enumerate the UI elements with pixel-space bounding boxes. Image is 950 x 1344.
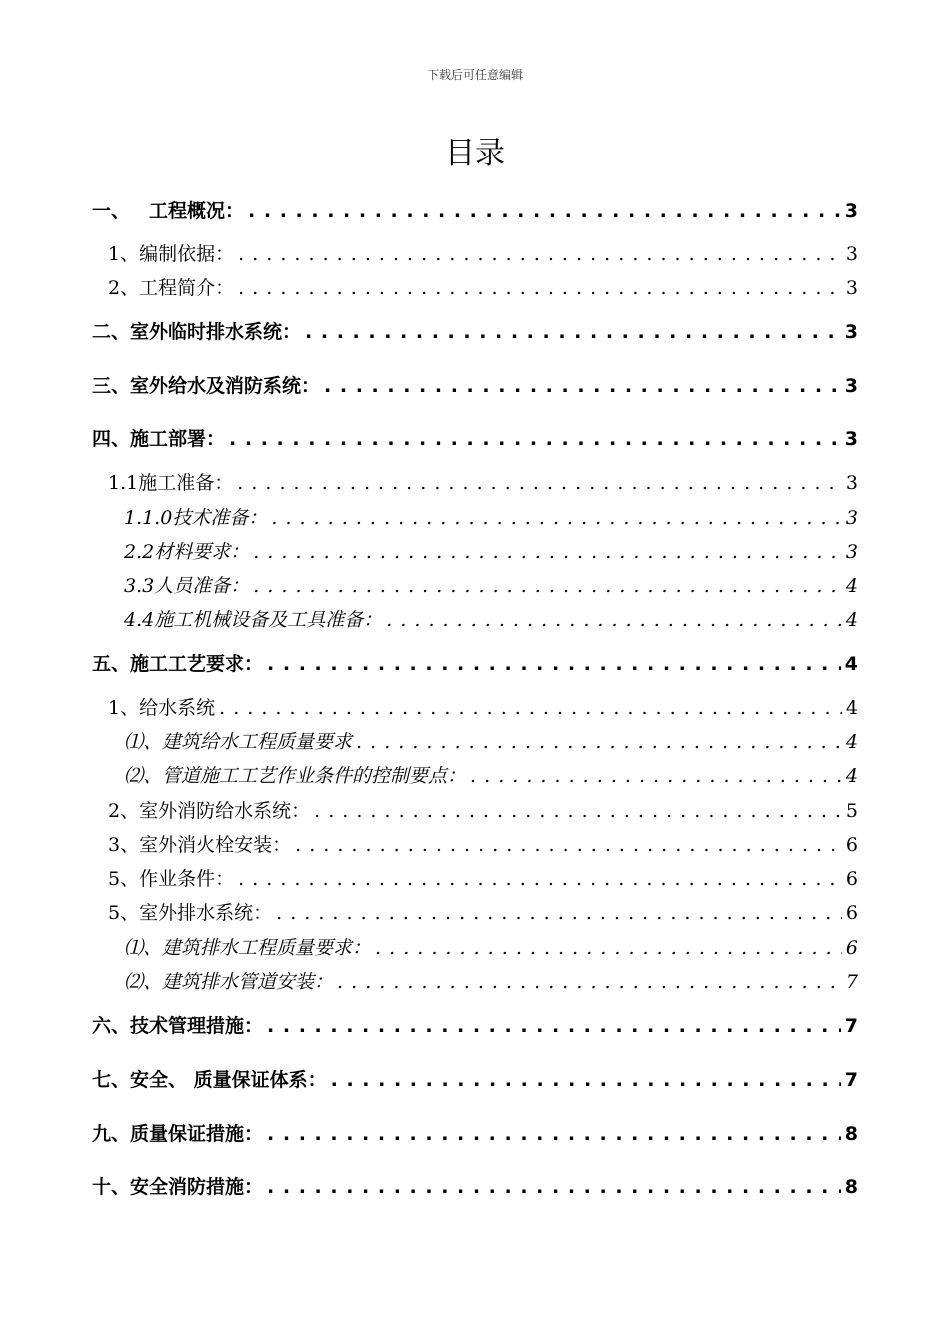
toc-dot-leader <box>219 697 842 719</box>
toc-entry[interactable] <box>0 693 858 720</box>
toc-entry-number: 四、 <box>92 428 131 450</box>
toc-entry-label: 作业条件： <box>139 868 235 890</box>
toc-entry-label: 建筑排水管道安装： <box>162 971 334 993</box>
toc-entry[interactable] <box>0 371 858 398</box>
toc-page-number: 4 <box>845 575 858 597</box>
toc-page-number: 3 <box>844 428 858 450</box>
toc-dot-leader <box>375 937 842 959</box>
toc-entry-number: 六、 <box>92 1015 131 1037</box>
toc-dot-leader <box>356 731 842 753</box>
toc-entry[interactable] <box>0 967 858 994</box>
toc-dot-leader <box>248 200 841 222</box>
toc-page-number: 7 <box>844 1015 858 1037</box>
toc-dot-leader <box>238 868 842 890</box>
toc-entry-number: 七、 <box>92 1069 131 1091</box>
page-header: 下载后可任意编辑 <box>426 68 523 82</box>
toc-dot-leader <box>237 472 842 494</box>
toc-entry-number: ⑴、 <box>124 731 163 753</box>
toc-entry[interactable] <box>0 864 858 891</box>
toc-dot-leader <box>276 902 842 924</box>
toc-entry-label: 编制依据： <box>139 243 235 265</box>
toc-entry[interactable] <box>0 727 858 754</box>
toc-dot-leader <box>470 765 842 787</box>
toc-page-number: 3 <box>845 243 858 265</box>
toc-entry-label: 质量保证措施： <box>130 1123 264 1145</box>
toc-entry-number: 1、 <box>108 697 140 719</box>
toc-page-number: 7 <box>844 1069 858 1091</box>
toc-entry-label: 工程简介： <box>139 277 235 299</box>
toc-dot-leader <box>295 834 842 856</box>
toc-entry[interactable] <box>0 605 858 632</box>
toc-dot-leader <box>267 1176 841 1198</box>
toc-page-number: 3 <box>844 200 858 222</box>
toc-entry-label: 建筑排水工程质量要求： <box>162 937 372 959</box>
toc-entry[interactable] <box>0 898 858 925</box>
toc-entry-label: 室外排水系统： <box>139 902 273 924</box>
toc-entry-label: 室外消防给水系统： <box>139 800 311 822</box>
toc-entry[interactable] <box>0 1172 858 1199</box>
toc-entry-label: 管道施工工艺作业条件的控制要点： <box>162 765 467 787</box>
toc-entry[interactable] <box>0 830 858 857</box>
toc-entry[interactable] <box>0 317 858 344</box>
toc-entry-label: 技术管理措施： <box>130 1015 264 1037</box>
toc-entry[interactable] <box>0 196 858 223</box>
toc-entry[interactable] <box>0 239 858 266</box>
toc-entry[interactable] <box>0 424 858 451</box>
toc-entry-label: 建筑给水工程质量要求 <box>162 731 353 753</box>
toc-dot-leader <box>267 653 841 675</box>
toc-page-number: 3 <box>844 375 858 397</box>
toc-entry-label: 室外临时排水系统： <box>130 321 302 343</box>
toc-page-number: 3 <box>845 472 858 494</box>
toc-entry-number: 二、 <box>92 321 131 343</box>
toc-entry-label: 2.2材料要求： <box>124 541 250 563</box>
toc-entry-label: 施工准备： <box>138 472 234 494</box>
toc-entry-number: 3、 <box>108 834 140 856</box>
toc-entry[interactable] <box>0 649 858 676</box>
toc-page-number: 5 <box>845 800 858 822</box>
toc-entry-number: ⑴、 <box>124 937 163 959</box>
toc-dot-leader <box>267 1015 841 1037</box>
toc-page-number: 4 <box>844 653 858 675</box>
toc-dot-leader <box>238 277 842 299</box>
toc-page-number: 6 <box>845 937 858 959</box>
toc-entry[interactable] <box>0 761 858 788</box>
toc-entry-label: 室外消火栓安装： <box>139 834 292 856</box>
toc-page-number: 7 <box>845 971 858 993</box>
toc-entry[interactable] <box>0 571 858 598</box>
toc-entry[interactable] <box>0 1119 858 1146</box>
toc-entry-number: 九、 <box>92 1123 131 1145</box>
toc-dot-leader <box>267 1123 841 1145</box>
toc-entry[interactable] <box>0 933 858 960</box>
toc-page-number: 3 <box>845 507 858 529</box>
toc-entry-number: ⑵、 <box>124 765 163 787</box>
toc-dot-leader <box>253 575 842 597</box>
toc-entry-number: 2、 <box>108 277 140 299</box>
toc-dot-leader <box>324 375 841 397</box>
toc-page-number: 8 <box>844 1123 858 1145</box>
toc-entry[interactable] <box>0 468 858 495</box>
toc-entry-number: 1、 <box>108 243 140 265</box>
toc-entry-label: 工程概况： <box>130 200 245 222</box>
toc-dot-leader <box>253 541 842 563</box>
toc-entry[interactable] <box>0 1065 858 1092</box>
toc-dot-leader <box>271 507 842 529</box>
toc-dot-leader <box>238 243 842 265</box>
toc-entry-number: 五、 <box>92 653 131 675</box>
page-title: 目录 <box>445 136 505 171</box>
toc-page-number: 4 <box>845 697 858 719</box>
toc-entry-number: 1.1 <box>108 472 139 494</box>
toc-entry-number: ⑵、 <box>124 971 163 993</box>
toc-entry-number: 5、 <box>108 868 140 890</box>
toc-entry-number: 十、 <box>92 1176 131 1198</box>
toc-page-number: 8 <box>844 1176 858 1198</box>
toc-entry[interactable] <box>0 537 858 564</box>
toc-page-number: 6 <box>845 902 858 924</box>
toc-entry[interactable] <box>0 503 858 530</box>
toc-dot-leader <box>337 971 842 993</box>
toc-dot-leader <box>314 800 842 822</box>
toc-entry-label: 安全消防措施： <box>130 1176 264 1198</box>
toc-page-number: 3 <box>845 277 858 299</box>
toc-page-number: 6 <box>845 868 858 890</box>
toc-page-number: 3 <box>845 541 858 563</box>
toc-dot-leader <box>305 321 841 343</box>
toc-page-number: 4 <box>845 731 858 753</box>
toc-page-number: 6 <box>845 834 858 856</box>
toc-entry[interactable] <box>0 273 858 300</box>
toc-dot-leader <box>331 1069 841 1091</box>
toc-entry-label: 安全、 质量保证体系： <box>130 1069 327 1091</box>
toc-entry-label: 给水系统 <box>139 697 216 719</box>
toc-entry-label: 1.1.0技术准备： <box>124 507 268 529</box>
toc-dot-leader <box>229 428 841 450</box>
toc-page-number: 3 <box>844 321 858 343</box>
toc-entry-label: 3.3人员准备： <box>124 575 250 597</box>
toc-entry-label: 施工工艺要求： <box>130 653 264 675</box>
toc-entry-label: 室外给水及消防系统： <box>130 375 321 397</box>
toc-page-number: 4 <box>845 765 858 787</box>
toc-entry[interactable] <box>0 1011 858 1038</box>
toc-entry-label: 4.4施工机械设备及工具准备： <box>124 609 383 631</box>
toc-page-number: 4 <box>845 609 858 631</box>
toc-dot-leader <box>386 609 842 631</box>
toc-entry-number: 5、 <box>108 902 140 924</box>
toc-entry-label: 施工部署： <box>130 428 226 450</box>
toc-entry-number: 一、 <box>92 200 131 222</box>
toc-entry[interactable] <box>0 796 858 823</box>
toc-entry-number: 2、 <box>108 800 140 822</box>
toc-entry-number: 三、 <box>92 375 131 397</box>
